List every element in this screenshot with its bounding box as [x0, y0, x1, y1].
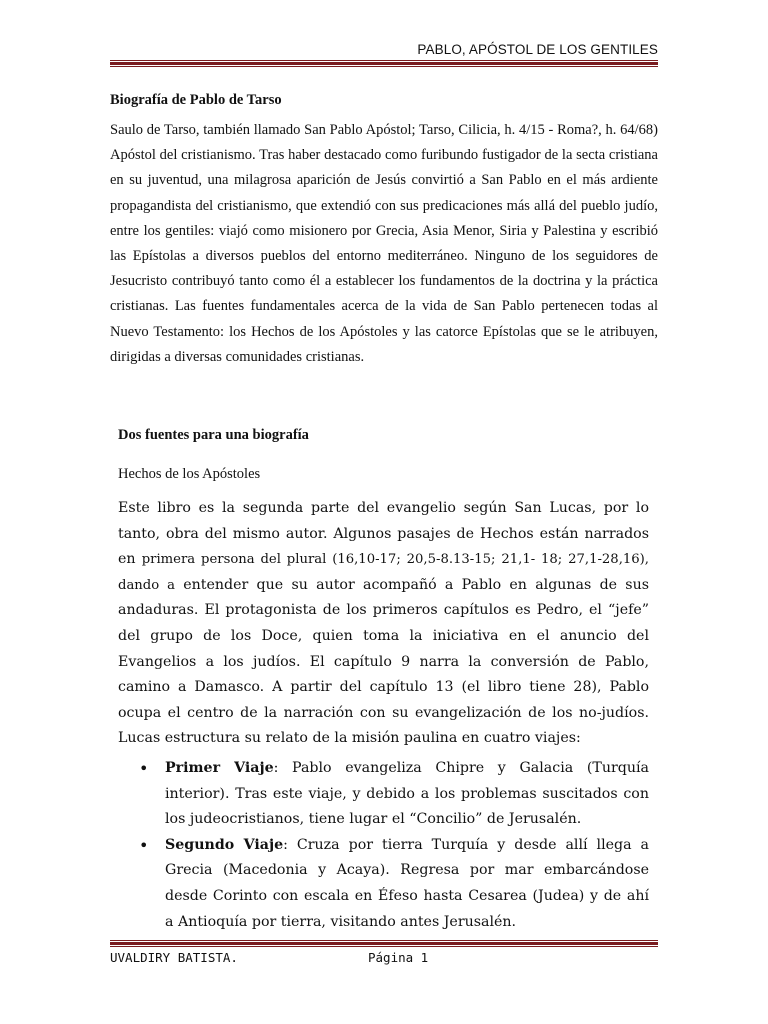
hechos-subheading: Hechos de los Apóstoles: [118, 466, 261, 482]
hechos-paragraph: [118, 496, 649, 752]
trip-name: Primer Viaje: [165, 760, 274, 776]
hechos-paragraph-part-c: entender que su autor acompañó a Pablo en algunas de sus andaduras. El protagonista de los primeros capítulos es Pedro, el “jefe” del grupo de los Doce, quien toma la iniciativa en el anuncio del Evangelios a los judíos. El capítulo 9 narra la conversión de Pablo, camino a Damasco. A partir del capítulo 13 (el libro tiene 28), Pablo ocupa el centro de la narración con su evangelización de los no-judíos. Lucas estructura su relato de la misión paulina en cuatro viajes:: [118, 576, 650, 747]
page-number: Página 1: [368, 950, 429, 965]
list-item: [118, 833, 649, 935]
sources-heading: Dos fuentes para una biografía: [118, 427, 309, 443]
trips-list: [118, 756, 649, 935]
footer-author: UVALDIRY BATISTA.: [110, 950, 238, 965]
bullet-icon: •: [139, 835, 149, 855]
biography-heading: Biografía de Pablo de Tarso: [110, 92, 282, 108]
biography-paragraph: Saulo de Tarso, también llamado San Pablo Apóstol; Tarso, Cilicia, h. 4/15 - Roma?, h. 64/68) Apóstol del cristianismo. Tras haber destacado como furibundo fustigador de la secta cristiana en su juventud, una milagrosa aparición de Jesús convirtió a San Pablo en el más ardiente propagandista del cristianismo, que extendió con sus predicaciones más allá del pueblo judío, entre los gentiles: viajó como misionero por Grecia, Asia Menor, Siria y Palestina y escribió las Epístolas a diversos pueblos del entorno mediterráneo. Ninguno de los seguidores de Jesucristo contribuyó tanto como él a establecer los fundamentos de la doctrina y la práctica cristianas. Las fuentes fundamentales acerca de la vida de San Pablo pertenecen todas al Nuevo Testamento: los Hechos de los Apóstoles y las catorce Epístolas que se le atribuyen, dirigidas a diversas comunidades cristianas.: [110, 122, 658, 365]
bullet-icon: •: [139, 759, 149, 778]
trip-description: : Cruza por tierra Turquía y desde allí llega a Grecia (Macedonia y Acaya). Regresa por mar embarcándose desde Corinto con escala en Éfeso hasta Cesarea (Judea) y de ahí a Antioquía por tierra, visitando antes Jerusalén.: [165, 836, 650, 930]
header-rule: [110, 60, 658, 67]
trip-name: Segundo Viaje: [165, 836, 284, 853]
header-title: PABLO, APÓSTOL DE LOS GENTILES: [417, 42, 658, 57]
trip-description: : Pablo evangeliza Chipre y Galacia (Turquía interior). Tras este viaje, y debido a los problemas suscitados con los judeocristianos, tiene lugar el “Concilio” de Jerusalén.: [165, 760, 649, 828]
footer-rule: [110, 940, 658, 947]
hechos-paragraph-part-a: Este libro es la segunda parte del evangelio según San Lucas, por lo tanto, obra del mismo autor. Algunos pasajes de Hechos están narrados en: [118, 500, 649, 568]
hechos-paragraph-part-b: primera persona del plural (16,10-17; 20,5-8.13-15; 21,1- 18; 27,1-28,16), dando a: [118, 552, 650, 593]
list-item: [118, 756, 649, 833]
